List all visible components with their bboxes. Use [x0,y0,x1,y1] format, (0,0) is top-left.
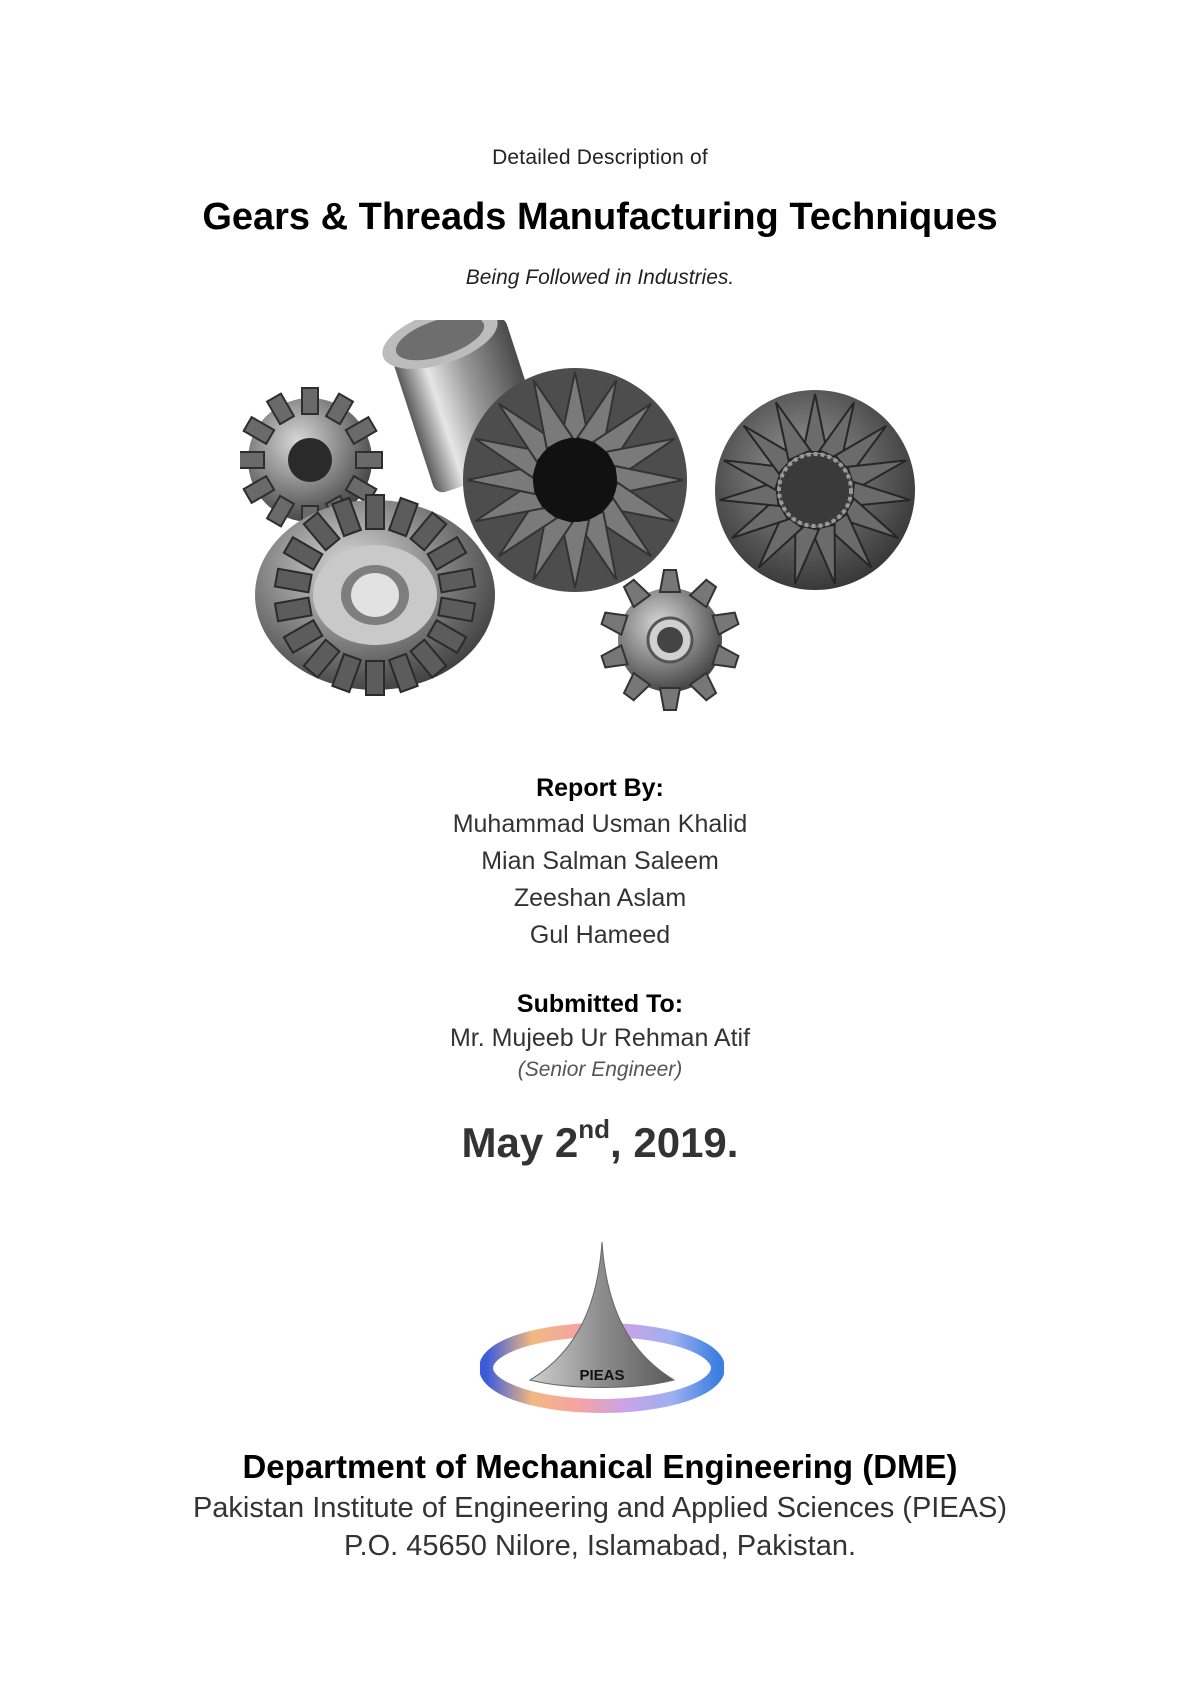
author-name: Mian Salman Saleem [481,847,719,875]
date-suffix: nd [578,1114,611,1144]
submitted-to-label: Submitted To: [516,990,684,1018]
author-name: Zeeshan Aslam [513,884,687,912]
supervisor-name: Mr. Mujeeb Ur Rehman Atif [449,1024,751,1052]
logo-text: PIEAS [579,1367,625,1384]
right-bevel-gear-icon [715,390,915,590]
gears-cover-image [240,320,960,720]
report-by-label: Report By: [536,774,664,802]
pieas-logo-icon [480,1240,724,1415]
report-subtitle: Being Followed in Industries. [465,266,735,289]
author-name: Muhammad Usman Khalid [452,810,748,838]
date-month-day: May 2 [461,1119,579,1166]
supervisor-role: (Senior Engineer) [517,1058,683,1081]
department-name: Department of Mechanical Engineering (DME) [242,1448,958,1485]
date-year: , 2019. [610,1119,739,1166]
small-pinion-gear-icon [600,570,739,710]
large-bevel-gear-icon [255,495,495,695]
institute-address: P.O. 45650 Nilore, Islamabad, Pakistan. [343,1530,857,1562]
report-date [0,1114,1200,1167]
pre-title: Detailed Description of [492,146,708,169]
report-title: Gears & Threads Manufacturing Techniques [202,196,998,238]
author-name: Gul Hameed [529,921,671,949]
institute-name: Pakistan Institute of Engineering and Applied Sciences (PIEAS) [192,1492,1008,1524]
